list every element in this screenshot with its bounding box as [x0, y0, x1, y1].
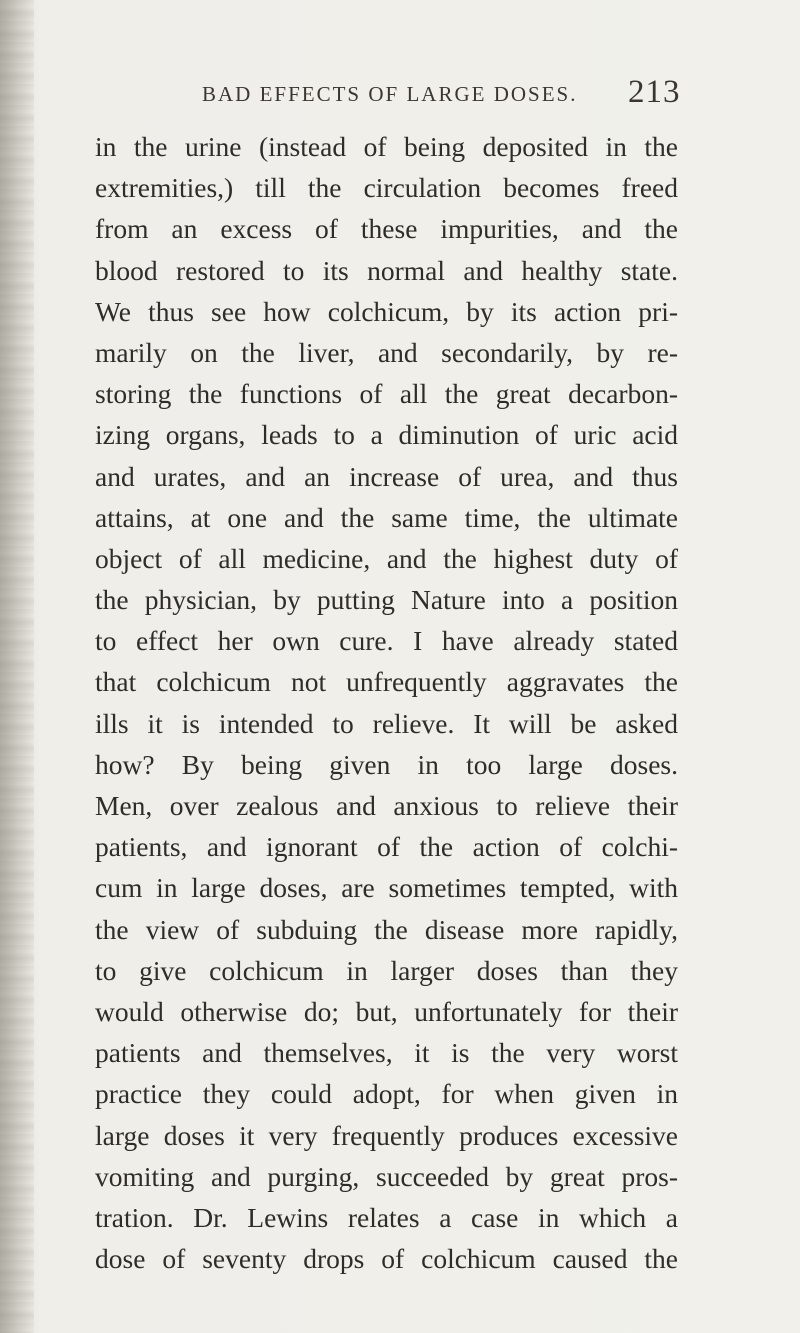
- text-line: object of all medicine, and the highest duty of: [95, 542, 678, 574]
- text-line: storing the functions of all the great decarbon-: [95, 378, 678, 410]
- text-line: izing organs, leads to a diminution of uric acid: [95, 419, 678, 451]
- text-line: We thus see how colchicum, by its action pri-: [95, 295, 678, 327]
- text-line: would otherwise do; but, unfortunately for their: [95, 995, 678, 1027]
- text-line: marily on the liver, and secondarily, by re-: [95, 336, 678, 368]
- page-gutter: [0, 0, 34, 1333]
- text-line: how? By being given in too large doses.: [95, 748, 678, 780]
- text-line: in the urine (instead of being deposited in the: [95, 131, 678, 162]
- text-line: dose of seventy drops of colchicum caused the: [95, 1243, 678, 1275]
- running-title: BAD EFFECTS OF LARGE DOSES.: [202, 82, 578, 106]
- text-line: vomiting and purging, succeeded by great pros-: [95, 1160, 678, 1192]
- text-line: practice they could adopt, for when given in: [95, 1078, 678, 1110]
- text-line: attains, at one and the same time, the ultimate: [95, 501, 678, 533]
- page-number: 213: [628, 74, 681, 110]
- text-line: blood restored to its normal and healthy state.: [95, 254, 678, 286]
- text-line: tration. Dr. Lewins relates a case in which a: [95, 1201, 678, 1233]
- text-line: cum in large doses, are sometimes tempted, with: [95, 872, 678, 904]
- text-line: to effect her own cure. I have already stated: [95, 625, 678, 657]
- text-line: that colchicum not unfrequently aggravates the: [95, 666, 678, 698]
- text-line: patients and themselves, it is the very worst: [95, 1037, 678, 1069]
- text-line: extremities,) till the circulation becomes freed: [95, 172, 678, 204]
- text-line: to give colchicum in larger doses than they: [95, 954, 678, 986]
- body-text: [95, 126, 695, 1279]
- text-line: from an excess of these impurities, and the: [95, 213, 678, 245]
- text-line: the view of subduing the disease more rapidly,: [95, 913, 678, 945]
- text-line: the physician, by putting Nature into a position: [95, 584, 678, 616]
- text-line: and urates, and an increase of urea, and thus: [95, 460, 678, 492]
- text-line: patients, and ignorant of the action of colchi-: [95, 831, 678, 863]
- text-line: ills it is intended to relieve. It will be asked: [95, 707, 678, 739]
- text-line: Men, over zealous and anxious to relieve their: [95, 790, 678, 821]
- text-line: large doses it very frequently produces excessive: [95, 1119, 678, 1151]
- running-header: [60, 74, 680, 114]
